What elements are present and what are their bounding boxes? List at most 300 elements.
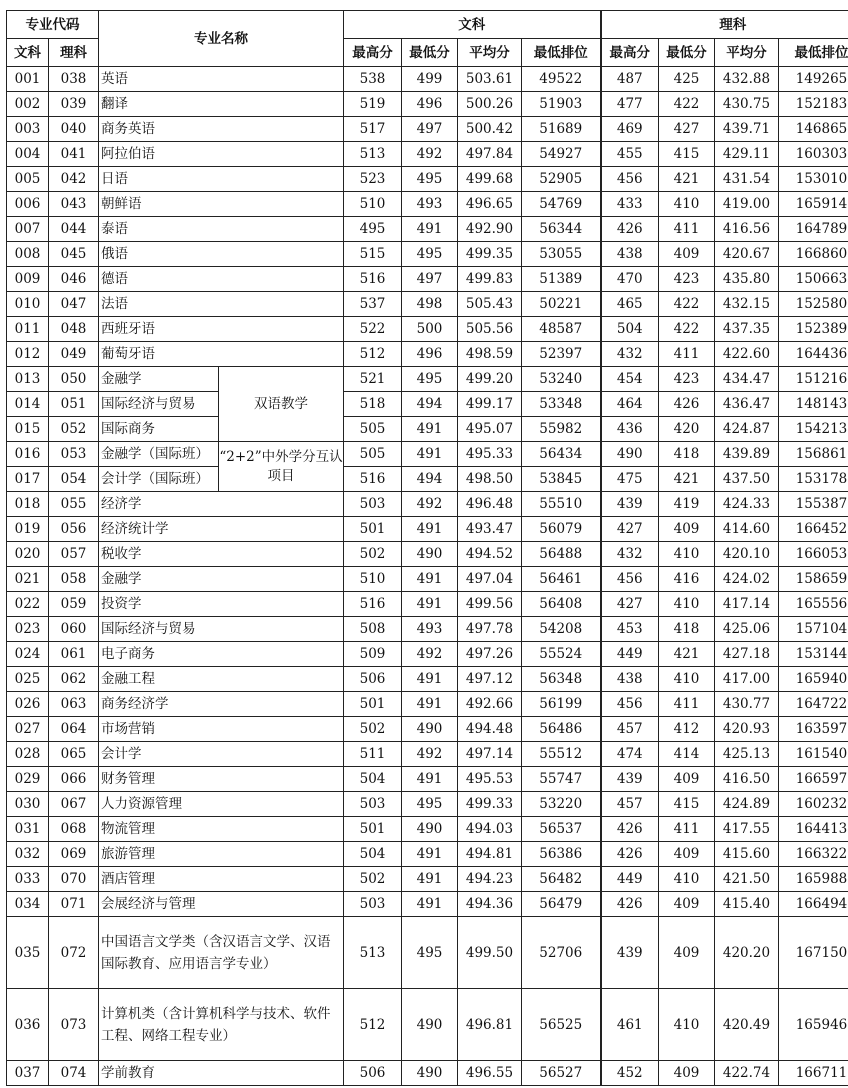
- major-name-cell: 国际经济与贸易: [99, 392, 219, 417]
- wen-rank-cell: 56386: [522, 842, 601, 867]
- table-row: [7, 542, 848, 567]
- wen-max-cell: 513: [344, 917, 402, 989]
- li-min-cell: 409: [659, 517, 715, 542]
- li-min-cell: 409: [659, 242, 715, 267]
- li-min-cell: 415: [659, 142, 715, 167]
- li-avg-cell: 425.13: [715, 742, 779, 767]
- wen-rank-cell: 51689: [522, 117, 601, 142]
- li-code-cell: 043: [49, 192, 99, 217]
- wen-rank-cell: 54208: [522, 617, 601, 642]
- wen-max-cell: 502: [344, 867, 402, 892]
- wen-rank-cell: 54769: [522, 192, 601, 217]
- major-name-cell: 金融学: [99, 367, 219, 392]
- wen-max-cell: 516: [344, 592, 402, 617]
- wen-code-cell: 026: [7, 692, 49, 717]
- wen-min-cell: 495: [402, 167, 458, 192]
- header-code-wen: 文科: [7, 39, 49, 67]
- wen-avg-cell: 495.53: [458, 767, 522, 792]
- li-rank-cell: 164413: [779, 817, 848, 842]
- wen-min-cell: 491: [402, 217, 458, 242]
- li-code-cell: 072: [49, 917, 99, 989]
- wen-max-cell: 519: [344, 92, 402, 117]
- wen-code-cell: 010: [7, 292, 49, 317]
- wen-avg-cell: 497.04: [458, 567, 522, 592]
- wen-avg-cell: 498.50: [458, 467, 522, 492]
- wen-rank-cell: 52706: [522, 917, 601, 989]
- li-max-cell: 426: [601, 892, 659, 917]
- li-avg-cell: 434.47: [715, 367, 779, 392]
- wen-avg-cell: 499.56: [458, 592, 522, 617]
- li-min-cell: 410: [659, 667, 715, 692]
- wen-avg-cell: 494.23: [458, 867, 522, 892]
- table-row: [7, 492, 848, 517]
- li-code-cell: 064: [49, 717, 99, 742]
- wen-code-cell: 021: [7, 567, 49, 592]
- wen-avg-cell: 494.36: [458, 892, 522, 917]
- li-max-cell: 469: [601, 117, 659, 142]
- wen-rank-cell: 56348: [522, 667, 601, 692]
- wen-avg-cell: 499.68: [458, 167, 522, 192]
- wen-rank-cell: 53845: [522, 467, 601, 492]
- li-avg-cell: 429.11: [715, 142, 779, 167]
- table-row: [7, 242, 848, 267]
- li-max-cell: 464: [601, 392, 659, 417]
- wen-max-cell: 523: [344, 167, 402, 192]
- table-row: [7, 989, 848, 1061]
- li-min-cell: 414: [659, 742, 715, 767]
- wen-rank-cell: 51903: [522, 92, 601, 117]
- li-avg-cell: 424.33: [715, 492, 779, 517]
- li-avg-cell: 417.55: [715, 817, 779, 842]
- li-min-cell: 416: [659, 567, 715, 592]
- li-avg-cell: 415.40: [715, 892, 779, 917]
- li-code-cell: 052: [49, 417, 99, 442]
- major-name-cell: 税收学: [99, 542, 344, 567]
- li-avg-cell: 421.50: [715, 867, 779, 892]
- wen-avg-cell: 499.33: [458, 792, 522, 817]
- li-avg-cell: 432.15: [715, 292, 779, 317]
- li-avg-cell: 414.60: [715, 517, 779, 542]
- li-code-cell: 056: [49, 517, 99, 542]
- wen-min-cell: 490: [402, 717, 458, 742]
- table-row: [7, 317, 848, 342]
- wen-avg-cell: 497.84: [458, 142, 522, 167]
- li-avg-cell: 439.89: [715, 442, 779, 467]
- wen-rank-cell: 56461: [522, 567, 601, 592]
- table-row: [7, 217, 848, 242]
- li-avg-cell: 424.02: [715, 567, 779, 592]
- note-bilingual: 双语教学: [219, 367, 344, 442]
- major-name-cell: 投资学: [99, 592, 344, 617]
- li-code-cell: 059: [49, 592, 99, 617]
- li-rank-cell: 166597: [779, 767, 848, 792]
- li-avg-cell: 419.00: [715, 192, 779, 217]
- li-min-cell: 415: [659, 792, 715, 817]
- table-row: [7, 517, 848, 542]
- wen-code-cell: 022: [7, 592, 49, 617]
- table-row: [7, 842, 848, 867]
- li-rank-cell: 160303: [779, 142, 848, 167]
- wen-code-cell: 032: [7, 842, 49, 867]
- wen-max-cell: 495: [344, 217, 402, 242]
- li-rank-cell: 151216: [779, 367, 848, 392]
- major-name-cell: 翻译: [99, 92, 344, 117]
- wen-max-cell: 510: [344, 567, 402, 592]
- wen-min-cell: 496: [402, 342, 458, 367]
- wen-code-cell: 018: [7, 492, 49, 517]
- table-row: [7, 267, 848, 292]
- li-max-cell: 457: [601, 792, 659, 817]
- wen-max-cell: 512: [344, 989, 402, 1061]
- li-rank-cell: 158659: [779, 567, 848, 592]
- major-name-cell: 人力资源管理: [99, 792, 344, 817]
- li-avg-cell: 431.54: [715, 167, 779, 192]
- li-rank-cell: 164436: [779, 342, 848, 367]
- li-min-cell: 418: [659, 617, 715, 642]
- li-rank-cell: 149265: [779, 67, 848, 92]
- wen-min-cell: 490: [402, 542, 458, 567]
- wen-rank-cell: 53240: [522, 367, 601, 392]
- wen-max-cell: 537: [344, 292, 402, 317]
- table-row: [7, 867, 848, 892]
- wen-max-cell: 522: [344, 317, 402, 342]
- wen-min-cell: 499: [402, 67, 458, 92]
- wen-code-cell: 015: [7, 417, 49, 442]
- table-row: [7, 717, 848, 742]
- wen-code-cell: 037: [7, 1061, 49, 1086]
- major-name-cell: 葡萄牙语: [99, 342, 344, 367]
- li-max-cell: 504: [601, 317, 659, 342]
- wen-min-cell: 492: [402, 142, 458, 167]
- li-avg-cell: 430.75: [715, 92, 779, 117]
- major-name-cell: 国际商务: [99, 417, 219, 442]
- li-rank-cell: 165940: [779, 667, 848, 692]
- wen-avg-cell: 499.20: [458, 367, 522, 392]
- wen-code-cell: 009: [7, 267, 49, 292]
- major-name-cell: 国际经济与贸易: [99, 617, 344, 642]
- li-min-cell: 410: [659, 592, 715, 617]
- wen-code-cell: 005: [7, 167, 49, 192]
- header-wen-min: 最低分: [402, 39, 458, 67]
- major-name-cell: 旅游管理: [99, 842, 344, 867]
- table-row: [7, 567, 848, 592]
- header-code-group: 专业代码: [7, 11, 99, 39]
- wen-rank-cell: 51389: [522, 267, 601, 292]
- wen-avg-cell: 494.03: [458, 817, 522, 842]
- table-row: [7, 817, 848, 842]
- li-code-cell: 071: [49, 892, 99, 917]
- table-row: [7, 442, 848, 467]
- li-min-cell: 409: [659, 892, 715, 917]
- li-max-cell: 427: [601, 517, 659, 542]
- li-avg-cell: 420.49: [715, 989, 779, 1061]
- wen-min-cell: 496: [402, 92, 458, 117]
- li-avg-cell: 425.06: [715, 617, 779, 642]
- li-avg-cell: 420.93: [715, 717, 779, 742]
- li-max-cell: 432: [601, 542, 659, 567]
- table-row: [7, 467, 848, 492]
- wen-avg-cell: 499.50: [458, 917, 522, 989]
- li-max-cell: 438: [601, 242, 659, 267]
- li-max-cell: 449: [601, 867, 659, 892]
- wen-rank-cell: 56537: [522, 817, 601, 842]
- li-rank-cell: 164722: [779, 692, 848, 717]
- li-code-cell: 051: [49, 392, 99, 417]
- wen-avg-cell: 499.35: [458, 242, 522, 267]
- wen-avg-cell: 497.26: [458, 642, 522, 667]
- wen-min-cell: 494: [402, 467, 458, 492]
- li-code-cell: 038: [49, 67, 99, 92]
- li-max-cell: 456: [601, 567, 659, 592]
- li-rank-cell: 152183: [779, 92, 848, 117]
- wen-rank-cell: 56525: [522, 989, 601, 1061]
- li-rank-cell: 160232: [779, 792, 848, 817]
- wen-avg-cell: 498.59: [458, 342, 522, 367]
- wen-rank-cell: 56488: [522, 542, 601, 567]
- wen-max-cell: 504: [344, 767, 402, 792]
- wen-max-cell: 516: [344, 267, 402, 292]
- wen-avg-cell: 496.55: [458, 1061, 522, 1086]
- li-avg-cell: 417.00: [715, 667, 779, 692]
- wen-max-cell: 502: [344, 542, 402, 567]
- li-avg-cell: 416.56: [715, 217, 779, 242]
- li-rank-cell: 165988: [779, 867, 848, 892]
- li-max-cell: 426: [601, 217, 659, 242]
- li-code-cell: 039: [49, 92, 99, 117]
- wen-avg-cell: 494.48: [458, 717, 522, 742]
- major-name-cell: 经济学: [99, 492, 344, 517]
- wen-max-cell: 513: [344, 142, 402, 167]
- major-name-cell: 阿拉伯语: [99, 142, 344, 167]
- li-rank-cell: 166322: [779, 842, 848, 867]
- table-row: [7, 142, 848, 167]
- wen-rank-cell: 55982: [522, 417, 601, 442]
- wen-min-cell: 491: [402, 767, 458, 792]
- wen-avg-cell: 492.66: [458, 692, 522, 717]
- li-min-cell: 412: [659, 717, 715, 742]
- wen-min-cell: 491: [402, 892, 458, 917]
- major-name-cell: 法语: [99, 292, 344, 317]
- wen-min-cell: 491: [402, 517, 458, 542]
- li-code-cell: 069: [49, 842, 99, 867]
- wen-rank-cell: 56408: [522, 592, 601, 617]
- li-min-cell: 410: [659, 867, 715, 892]
- li-min-cell: 418: [659, 442, 715, 467]
- li-avg-cell: 427.18: [715, 642, 779, 667]
- wen-code-cell: 023: [7, 617, 49, 642]
- li-avg-cell: 422.60: [715, 342, 779, 367]
- li-rank-cell: 153144: [779, 642, 848, 667]
- wen-avg-cell: 500.26: [458, 92, 522, 117]
- wen-avg-cell: 497.78: [458, 617, 522, 642]
- li-max-cell: 439: [601, 492, 659, 517]
- li-max-cell: 475: [601, 467, 659, 492]
- li-min-cell: 409: [659, 767, 715, 792]
- wen-rank-cell: 53348: [522, 392, 601, 417]
- li-max-cell: 439: [601, 767, 659, 792]
- table-row: [7, 642, 848, 667]
- wen-max-cell: 503: [344, 892, 402, 917]
- header-li-max: 最高分: [601, 39, 659, 67]
- table-row: [7, 92, 848, 117]
- li-code-cell: 074: [49, 1061, 99, 1086]
- wen-avg-cell: 496.65: [458, 192, 522, 217]
- wen-rank-cell: 48587: [522, 317, 601, 342]
- li-avg-cell: 435.80: [715, 267, 779, 292]
- wen-avg-cell: 492.90: [458, 217, 522, 242]
- wen-code-cell: 001: [7, 67, 49, 92]
- major-name-cell: 金融工程: [99, 667, 344, 692]
- li-rank-cell: 152580: [779, 292, 848, 317]
- header-li-min: 最低分: [659, 39, 715, 67]
- wen-code-cell: 035: [7, 917, 49, 989]
- wen-min-cell: 490: [402, 989, 458, 1061]
- wen-min-cell: 493: [402, 192, 458, 217]
- wen-rank-cell: 55510: [522, 492, 601, 517]
- table-row: [7, 192, 848, 217]
- wen-code-cell: 008: [7, 242, 49, 267]
- wen-code-cell: 033: [7, 867, 49, 892]
- wen-min-cell: 491: [402, 842, 458, 867]
- wen-avg-cell: 494.52: [458, 542, 522, 567]
- wen-rank-cell: 56527: [522, 1061, 601, 1086]
- li-max-cell: 438: [601, 667, 659, 692]
- wen-min-cell: 492: [402, 742, 458, 767]
- li-max-cell: 439: [601, 917, 659, 989]
- wen-min-cell: 491: [402, 567, 458, 592]
- li-rank-cell: 166452: [779, 517, 848, 542]
- li-code-cell: 060: [49, 617, 99, 642]
- wen-code-cell: 014: [7, 392, 49, 417]
- table-row: [7, 917, 848, 989]
- wen-code-cell: 012: [7, 342, 49, 367]
- wen-avg-cell: 496.48: [458, 492, 522, 517]
- major-name-cell: 商务英语: [99, 117, 344, 142]
- li-min-cell: 427: [659, 117, 715, 142]
- wen-rank-cell: 53220: [522, 792, 601, 817]
- table-row: [7, 767, 848, 792]
- wen-max-cell: 521: [344, 367, 402, 392]
- table-row: [7, 167, 848, 192]
- major-name-cell: 英语: [99, 67, 344, 92]
- major-name-cell: 商务经济学: [99, 692, 344, 717]
- wen-max-cell: 506: [344, 1061, 402, 1086]
- major-name-cell: 中国语言文学类（含汉语言文学、汉语国际教育、应用语言学专业）: [99, 917, 344, 989]
- li-rank-cell: 165914: [779, 192, 848, 217]
- li-code-cell: 062: [49, 667, 99, 692]
- table-body: [7, 67, 848, 1086]
- wen-max-cell: 505: [344, 442, 402, 467]
- li-code-cell: 045: [49, 242, 99, 267]
- li-code-cell: 055: [49, 492, 99, 517]
- wen-max-cell: 503: [344, 792, 402, 817]
- li-code-cell: 058: [49, 567, 99, 592]
- li-rank-cell: 164789: [779, 217, 848, 242]
- wen-rank-cell: 52397: [522, 342, 601, 367]
- header-wen-avg: 平均分: [458, 39, 522, 67]
- li-code-cell: 073: [49, 989, 99, 1061]
- wen-code-cell: 011: [7, 317, 49, 342]
- wen-max-cell: 506: [344, 667, 402, 692]
- wen-min-cell: 497: [402, 117, 458, 142]
- wen-min-cell: 492: [402, 492, 458, 517]
- li-avg-cell: 416.50: [715, 767, 779, 792]
- wen-min-cell: 491: [402, 667, 458, 692]
- li-min-cell: 410: [659, 192, 715, 217]
- wen-rank-cell: 55524: [522, 642, 601, 667]
- li-min-cell: 421: [659, 642, 715, 667]
- major-name-cell: 日语: [99, 167, 344, 192]
- li-max-cell: 427: [601, 592, 659, 617]
- wen-avg-cell: 494.81: [458, 842, 522, 867]
- major-name-cell: 俄语: [99, 242, 344, 267]
- admission-score-table-container: [6, 10, 848, 1086]
- wen-avg-cell: 500.42: [458, 117, 522, 142]
- table-row: [7, 117, 848, 142]
- note-joint-program: “2+2”中外学分互认项目: [219, 442, 344, 492]
- li-rank-cell: 156861: [779, 442, 848, 467]
- major-name-cell: 朝鲜语: [99, 192, 344, 217]
- li-rank-cell: 165946: [779, 989, 848, 1061]
- li-rank-cell: 166711: [779, 1061, 848, 1086]
- wen-max-cell: 511: [344, 742, 402, 767]
- li-avg-cell: 437.50: [715, 467, 779, 492]
- li-max-cell: 433: [601, 192, 659, 217]
- wen-min-cell: 497: [402, 267, 458, 292]
- li-min-cell: 421: [659, 467, 715, 492]
- wen-avg-cell: 497.14: [458, 742, 522, 767]
- major-name-cell: 酒店管理: [99, 867, 344, 892]
- header-group-wen: 文科: [344, 11, 601, 39]
- wen-rank-cell: 50221: [522, 292, 601, 317]
- li-code-cell: 068: [49, 817, 99, 842]
- li-rank-cell: 163597: [779, 717, 848, 742]
- major-name-cell: 计算机类（含计算机科学与技术、软件工程、网络工程专业）: [99, 989, 344, 1061]
- li-max-cell: 456: [601, 692, 659, 717]
- header-wen-max: 最高分: [344, 39, 402, 67]
- li-max-cell: 455: [601, 142, 659, 167]
- wen-rank-cell: 56434: [522, 442, 601, 467]
- wen-avg-cell: 505.56: [458, 317, 522, 342]
- li-code-cell: 041: [49, 142, 99, 167]
- li-rank-cell: 157104: [779, 617, 848, 642]
- li-code-cell: 061: [49, 642, 99, 667]
- major-name-cell: 电子商务: [99, 642, 344, 667]
- li-min-cell: 422: [659, 292, 715, 317]
- wen-min-cell: 490: [402, 1061, 458, 1086]
- wen-code-cell: 016: [7, 442, 49, 467]
- wen-avg-cell: 503.61: [458, 67, 522, 92]
- wen-code-cell: 029: [7, 767, 49, 792]
- header-code-li: 理科: [49, 39, 99, 67]
- major-name-cell: 德语: [99, 267, 344, 292]
- li-avg-cell: 436.47: [715, 392, 779, 417]
- wen-min-cell: 495: [402, 242, 458, 267]
- wen-min-cell: 490: [402, 817, 458, 842]
- table-row: [7, 292, 848, 317]
- li-code-cell: 046: [49, 267, 99, 292]
- li-min-cell: 409: [659, 1061, 715, 1086]
- table-row: [7, 392, 848, 417]
- li-avg-cell: 415.60: [715, 842, 779, 867]
- li-rank-cell: 154213: [779, 417, 848, 442]
- wen-max-cell: 502: [344, 717, 402, 742]
- major-name-cell: 会计学（国际班）: [99, 467, 219, 492]
- wen-code-cell: 030: [7, 792, 49, 817]
- li-max-cell: 454: [601, 367, 659, 392]
- wen-max-cell: 501: [344, 692, 402, 717]
- wen-code-cell: 002: [7, 92, 49, 117]
